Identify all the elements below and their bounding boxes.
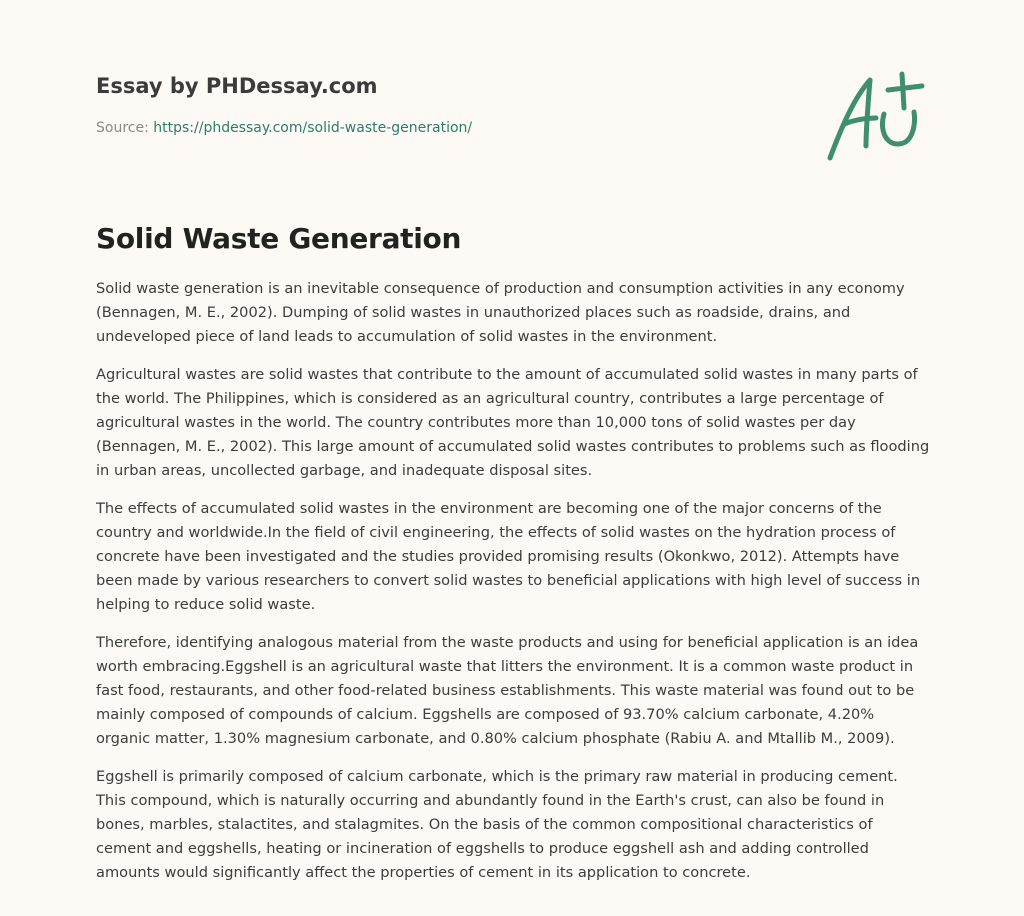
source-label: Source: (96, 120, 149, 136)
article-title: Solid Waste Generation (96, 222, 462, 255)
paragraph: Eggshell is primarily composed of calcium carbonate, which is the primary raw material in producing cement. This compound, which is naturally occurring and abundantly found in the Earth's crust, can also be found in bones, marbles, stalactites, and stalagmites. On the basis of the common compositional characteristics of cement and eggshells, heating or incineration of eggshells to produce eggshell ash and adding controlled amounts would significantly affect the properties of cement in its application to concrete. (96, 768, 898, 881)
paragraph: Therefore, identifying analogous material from the waste products and using for beneficial application is an idea worth embracing.Eggshell is an agricultural waste that litters the environment. It is a common waste product in fast food, restaurants, and other food-related business establishments. This waste material was found out to be mainly composed of compounds of calcium. Eggshells are composed of 93.70% calcium carbonate, 4.20% organic matter, 1.30% magnesium carbonate, and 0.80% calcium phosphate (Rabiu A. and Mtallib M., 2009). (96, 634, 919, 747)
page-header (96, 74, 796, 136)
paragraph: Solid waste generation is an inevitable consequence of production and consumption activities in any economy (Bennagen, M. E., 2002). Dumping of solid wastes in unauthorized places such as roadside, drains, and undeveloped piece of land leads to accumulation of solid wastes in the environment. (96, 280, 905, 345)
a-plus-grade-logo-icon (818, 64, 930, 168)
article (96, 222, 932, 899)
paragraph: Agricultural wastes are solid wastes that contribute to the amount of accumulated solid wastes in many parts of the world. The Philippines, which is considered as an agricultural country, contributes a large percentage of agricultural wastes in the world. The country contributes more than 10,000 tons of solid wastes per day (Bennagen, M. E., 2002). This large amount of accumulated solid wastes contributes to problems such as flooding in urban areas, uncollected garbage, and inadequate disposal sites. (96, 366, 930, 479)
paragraph: The effects of accumulated solid wastes in the environment are becoming one of the major concerns of the country and worldwide.In the field of civil engineering, the effects of solid wastes on the hydration process of concrete have been investigated and the studies provided promising results (Okonkwo, 2012). Attempts have been made by various researchers to convert solid wastes to beneficial applications with high level of success in helping to reduce solid waste. (96, 500, 921, 613)
source-link[interactable]: https://phdessay.com/solid-waste-generation/ (153, 120, 473, 136)
source-line (96, 120, 796, 136)
brand-title: Essay by PHDessay.com (96, 74, 378, 98)
